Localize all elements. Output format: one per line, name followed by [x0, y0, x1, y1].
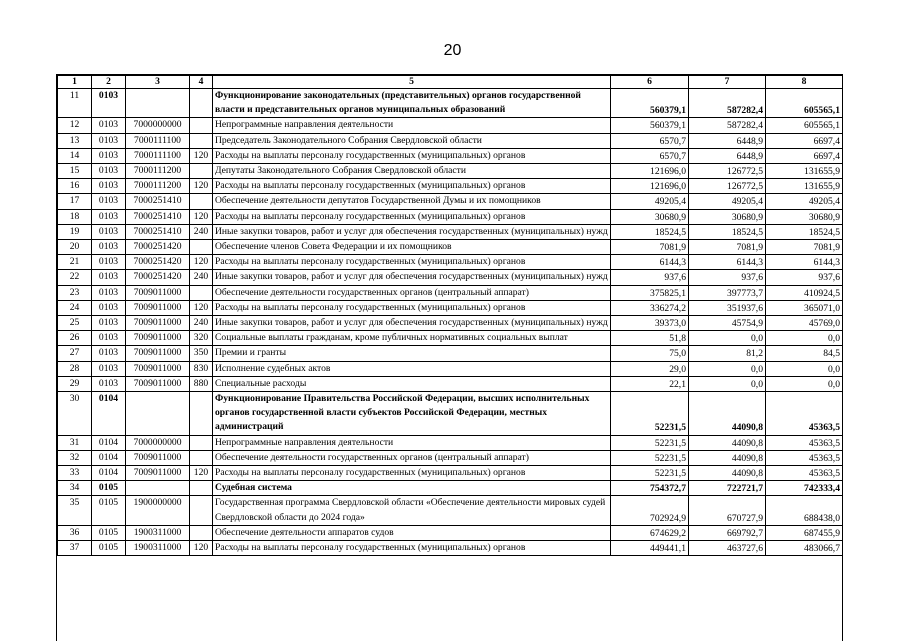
amount-cell-col6: 51,8	[611, 331, 689, 346]
target-article-cell: 7000111100	[126, 133, 190, 148]
amount-cell-col7: 44090,8	[689, 450, 766, 465]
row-number-cell: 31	[58, 435, 92, 450]
table-row	[58, 179, 843, 194]
expense-type-cell: 120	[190, 300, 213, 315]
amount-cell-col6: 75,0	[611, 346, 689, 361]
target-article-cell: 7000251410	[126, 224, 190, 239]
table-row	[58, 525, 843, 540]
amount-cell-col7: 126772,5	[689, 164, 766, 179]
row-number-cell: 20	[58, 240, 92, 255]
item-name-cell: Функционирование Правительства Российской Федерации, высших исполнительных органов государственной власти субъектов Российской Федерации, местных администраций	[213, 392, 611, 436]
amount-cell-col6: 6570,7	[611, 133, 689, 148]
amount-cell-col7: 397773,7	[689, 285, 766, 300]
expense-type-cell	[190, 450, 213, 465]
amount-cell-col8: 45363,5	[766, 450, 843, 465]
amount-cell-col8: 30680,9	[766, 209, 843, 224]
section-code-cell: 0105	[92, 481, 126, 496]
header-cell: 3	[126, 76, 190, 89]
amount-cell-col7: 669792,7	[689, 525, 766, 540]
row-number-cell: 29	[58, 376, 92, 391]
item-name-cell: Функционирование законодательных (представительных) органов государственной власти и представительных органов муниципальных образований	[213, 89, 611, 118]
amount-cell-col7: 6448,9	[689, 133, 766, 148]
section-code-cell: 0105	[92, 541, 126, 556]
amount-cell-col6: 52231,5	[611, 466, 689, 481]
row-number-cell: 25	[58, 316, 92, 331]
amount-cell-col6: 121696,0	[611, 164, 689, 179]
target-article-cell: 7009011000	[126, 361, 190, 376]
amount-cell-col6: 6144,3	[611, 255, 689, 270]
amount-cell-col7: 44090,8	[689, 466, 766, 481]
expense-type-cell	[190, 118, 213, 133]
expense-type-cell: 120	[190, 179, 213, 194]
amount-cell-col8: 84,5	[766, 346, 843, 361]
table-row	[58, 270, 843, 285]
expense-type-cell: 120	[190, 255, 213, 270]
table-row	[58, 541, 843, 556]
section-code-cell: 0103	[92, 209, 126, 224]
section-code-cell: 0104	[92, 392, 126, 436]
amount-cell-col6: 121696,0	[611, 179, 689, 194]
header-cell: 5	[213, 76, 611, 89]
amount-cell-col8: 0,0	[766, 331, 843, 346]
amount-cell-col8: 131655,9	[766, 164, 843, 179]
amount-cell-col6: 937,6	[611, 270, 689, 285]
expense-type-cell: 240	[190, 224, 213, 239]
amount-cell-col7: 7081,9	[689, 240, 766, 255]
section-code-cell: 0103	[92, 300, 126, 315]
target-article-cell: 7000251410	[126, 209, 190, 224]
amount-cell-col7: 670727,9	[689, 496, 766, 525]
budget-table	[57, 75, 843, 556]
expense-type-cell	[190, 392, 213, 436]
target-article-cell: 7000000000	[126, 435, 190, 450]
target-article-cell: 7000000000	[126, 118, 190, 133]
amount-cell-col8: 688438,0	[766, 496, 843, 525]
target-article-cell	[126, 89, 190, 118]
section-code-cell: 0103	[92, 133, 126, 148]
item-name-cell: Иные закупки товаров, работ и услуг для обеспечения государственных (муниципальных) нужд	[213, 270, 611, 285]
amount-cell-col7: 126772,5	[689, 179, 766, 194]
expense-type-cell: 350	[190, 346, 213, 361]
target-article-cell: 7009011000	[126, 466, 190, 481]
expense-type-cell	[190, 285, 213, 300]
table-row	[58, 376, 843, 391]
row-number-cell: 21	[58, 255, 92, 270]
section-code-cell: 0103	[92, 255, 126, 270]
target-article-cell: 7009011000	[126, 300, 190, 315]
item-name-cell: Непрограммные направления деятельности	[213, 118, 611, 133]
amount-cell-col8: 0,0	[766, 376, 843, 391]
amount-cell-col7: 937,6	[689, 270, 766, 285]
table-row	[58, 209, 843, 224]
item-name-cell: Государственная программа Свердловской области «Обеспечение деятельности мировых судей Свердловской области до 2024 года»	[213, 496, 611, 525]
target-article-cell: 1900311000	[126, 541, 190, 556]
amount-cell-col8: 605565,1	[766, 89, 843, 118]
row-number-cell: 13	[58, 133, 92, 148]
amount-cell-col8: 410924,5	[766, 285, 843, 300]
expense-type-cell: 120	[190, 541, 213, 556]
header-cell: 2	[92, 76, 126, 89]
header-cell: 4	[190, 76, 213, 89]
target-article-cell: 1900311000	[126, 525, 190, 540]
row-number-cell: 35	[58, 496, 92, 525]
row-number-cell: 37	[58, 541, 92, 556]
table-row	[58, 450, 843, 465]
row-number-cell: 23	[58, 285, 92, 300]
section-code-cell: 0105	[92, 525, 126, 540]
item-name-cell: Социальные выплаты гражданам, кроме публичных нормативных социальных выплат	[213, 331, 611, 346]
amount-cell-col8: 49205,4	[766, 194, 843, 209]
target-article-cell: 7009011000	[126, 285, 190, 300]
amount-cell-col8: 45363,5	[766, 392, 843, 436]
table-row	[58, 255, 843, 270]
target-article-cell	[126, 392, 190, 436]
amount-cell-col6: 29,0	[611, 361, 689, 376]
amount-cell-col8: 605565,1	[766, 118, 843, 133]
expense-type-cell: 240	[190, 270, 213, 285]
amount-cell-col7: 6144,3	[689, 255, 766, 270]
item-name-cell: Непрограммные направления деятельности	[213, 435, 611, 450]
item-name-cell: Иные закупки товаров, работ и услуг для обеспечения государственных (муниципальных) нужд	[213, 316, 611, 331]
header-cell: 1	[58, 76, 92, 89]
amount-cell-col7: 49205,4	[689, 194, 766, 209]
amount-cell-col7: 0,0	[689, 331, 766, 346]
target-article-cell: 7009011000	[126, 376, 190, 391]
target-article-cell: 7000251420	[126, 255, 190, 270]
row-number-cell: 19	[58, 224, 92, 239]
amount-cell-col6: 6570,7	[611, 148, 689, 163]
amount-cell-col6: 30680,9	[611, 209, 689, 224]
amount-cell-col6: 449441,1	[611, 541, 689, 556]
section-code-cell: 0104	[92, 466, 126, 481]
amount-cell-col6: 39373,0	[611, 316, 689, 331]
expense-type-cell	[190, 240, 213, 255]
target-article-cell: 7000111100	[126, 148, 190, 163]
amount-cell-col8: 7081,9	[766, 240, 843, 255]
amount-cell-col6: 49205,4	[611, 194, 689, 209]
section-code-cell: 0103	[92, 240, 126, 255]
amount-cell-col7: 463727,6	[689, 541, 766, 556]
row-number-cell: 15	[58, 164, 92, 179]
table-row	[58, 300, 843, 315]
amount-cell-col8: 937,6	[766, 270, 843, 285]
expense-type-cell	[190, 89, 213, 118]
expense-type-cell	[190, 164, 213, 179]
amount-cell-col6: 7081,9	[611, 240, 689, 255]
item-name-cell: Обеспечение деятельности аппаратов судов	[213, 525, 611, 540]
amount-cell-col8: 45363,5	[766, 466, 843, 481]
amount-cell-col6: 754372,7	[611, 481, 689, 496]
target-article-cell: 7000111200	[126, 179, 190, 194]
item-name-cell: Обеспечение деятельности депутатов Государственной Думы и их помощников	[213, 194, 611, 209]
header-cell: 7	[689, 76, 766, 89]
table-row	[58, 481, 843, 496]
section-code-cell: 0103	[92, 224, 126, 239]
section-code-cell: 0103	[92, 164, 126, 179]
row-number-cell: 26	[58, 331, 92, 346]
row-number-cell: 16	[58, 179, 92, 194]
item-name-cell: Расходы на выплаты персоналу государственных (муниципальных) органов	[213, 466, 611, 481]
table-row	[58, 331, 843, 346]
target-article-cell: 7000251410	[126, 194, 190, 209]
amount-cell-col8: 687455,9	[766, 525, 843, 540]
section-code-cell: 0103	[92, 118, 126, 133]
table-row	[58, 285, 843, 300]
section-code-cell: 0103	[92, 285, 126, 300]
amount-cell-col7: 81,2	[689, 346, 766, 361]
expense-type-cell	[190, 194, 213, 209]
section-code-cell: 0103	[92, 376, 126, 391]
page-number: 20	[443, 42, 462, 59]
amount-cell-col8: 45363,5	[766, 435, 843, 450]
item-name-cell: Расходы на выплаты персоналу государственных (муниципальных) органов	[213, 300, 611, 315]
amount-cell-col6: 52231,5	[611, 450, 689, 465]
table-row	[58, 164, 843, 179]
row-number-cell: 17	[58, 194, 92, 209]
amount-cell-col6: 52231,5	[611, 435, 689, 450]
item-name-cell: Расходы на выплаты персоналу государственных (муниципальных) органов	[213, 209, 611, 224]
item-name-cell: Специальные расходы	[213, 376, 611, 391]
item-name-cell: Расходы на выплаты персоналу государственных (муниципальных) органов	[213, 255, 611, 270]
amount-cell-col7: 0,0	[689, 376, 766, 391]
target-article-cell: 7009011000	[126, 346, 190, 361]
table-row	[58, 133, 843, 148]
amount-cell-col7: 722721,7	[689, 481, 766, 496]
header-row	[58, 76, 843, 89]
amount-cell-col8: 483066,7	[766, 541, 843, 556]
amount-cell-col6: 674629,2	[611, 525, 689, 540]
amount-cell-col8: 742333,4	[766, 481, 843, 496]
target-article-cell	[126, 481, 190, 496]
target-article-cell: 7000251420	[126, 240, 190, 255]
table-row	[58, 118, 843, 133]
table-row	[58, 240, 843, 255]
target-article-cell: 7009011000	[126, 331, 190, 346]
amount-cell-col8: 0,0	[766, 361, 843, 376]
table-row	[58, 361, 843, 376]
amount-cell-col7: 0,0	[689, 361, 766, 376]
item-name-cell: Исполнение судебных актов	[213, 361, 611, 376]
row-number-cell: 32	[58, 450, 92, 465]
amount-cell-col6: 52231,5	[611, 392, 689, 436]
row-number-cell: 34	[58, 481, 92, 496]
row-number-cell: 11	[58, 89, 92, 118]
target-article-cell: 7009011000	[126, 450, 190, 465]
item-name-cell: Депутаты Законодательного Собрания Свердловской области	[213, 164, 611, 179]
expense-type-cell	[190, 133, 213, 148]
target-article-cell: 7000111200	[126, 164, 190, 179]
expense-type-cell	[190, 435, 213, 450]
expense-type-cell: 320	[190, 331, 213, 346]
table-row	[58, 148, 843, 163]
row-number-cell: 24	[58, 300, 92, 315]
expense-type-cell	[190, 496, 213, 525]
amount-cell-col7: 587282,4	[689, 89, 766, 118]
row-number-cell: 36	[58, 525, 92, 540]
table-row	[58, 466, 843, 481]
expense-type-cell: 120	[190, 148, 213, 163]
section-code-cell: 0103	[92, 346, 126, 361]
row-number-cell: 28	[58, 361, 92, 376]
row-number-cell: 30	[58, 392, 92, 436]
item-name-cell: Председатель Законодательного Собрания Свердловской области	[213, 133, 611, 148]
amount-cell-col7: 30680,9	[689, 209, 766, 224]
expense-type-cell: 120	[190, 466, 213, 481]
table-row	[58, 435, 843, 450]
section-code-cell: 0104	[92, 435, 126, 450]
item-name-cell: Расходы на выплаты персоналу государственных (муниципальных) органов	[213, 541, 611, 556]
expense-type-cell	[190, 525, 213, 540]
header-cell: 8	[766, 76, 843, 89]
section-code-cell: 0103	[92, 194, 126, 209]
amount-cell-col7: 44090,8	[689, 435, 766, 450]
amount-cell-col8: 6144,3	[766, 255, 843, 270]
amount-cell-col7: 587282,4	[689, 118, 766, 133]
table-row	[58, 194, 843, 209]
target-article-cell: 7009011000	[126, 316, 190, 331]
amount-cell-col6: 22,1	[611, 376, 689, 391]
expense-type-cell: 880	[190, 376, 213, 391]
row-number-cell: 18	[58, 209, 92, 224]
item-name-cell: Расходы на выплаты персоналу государственных (муниципальных) органов	[213, 148, 611, 163]
item-name-cell: Обеспечение членов Совета Федерации и их помощников	[213, 240, 611, 255]
expense-type-cell: 120	[190, 209, 213, 224]
amount-cell-col8: 6697,4	[766, 133, 843, 148]
table-row	[58, 224, 843, 239]
amount-cell-col6: 560379,1	[611, 89, 689, 118]
row-number-cell: 22	[58, 270, 92, 285]
target-article-cell: 1900000000	[126, 496, 190, 525]
row-number-cell: 33	[58, 466, 92, 481]
table-row	[58, 496, 843, 525]
section-code-cell: 0103	[92, 148, 126, 163]
amount-cell-col7: 44090,8	[689, 392, 766, 436]
amount-cell-col6: 375825,1	[611, 285, 689, 300]
item-name-cell: Премии и гранты	[213, 346, 611, 361]
amount-cell-col7: 6448,9	[689, 148, 766, 163]
table-row	[58, 392, 843, 436]
item-name-cell: Обеспечение деятельности государственных органов (центральный аппарат)	[213, 450, 611, 465]
section-code-cell: 0103	[92, 179, 126, 194]
section-code-cell: 0103	[92, 89, 126, 118]
amount-cell-col7: 18524,5	[689, 224, 766, 239]
item-name-cell: Обеспечение деятельности государственных органов (центральный аппарат)	[213, 285, 611, 300]
section-code-cell: 0105	[92, 496, 126, 525]
row-number-cell: 14	[58, 148, 92, 163]
amount-cell-col8: 131655,9	[766, 179, 843, 194]
section-code-cell: 0103	[92, 361, 126, 376]
amount-cell-col7: 351937,6	[689, 300, 766, 315]
amount-cell-col8: 6697,4	[766, 148, 843, 163]
item-name-cell: Расходы на выплаты персоналу государственных (муниципальных) органов	[213, 179, 611, 194]
amount-cell-col8: 365071,0	[766, 300, 843, 315]
amount-cell-col6: 18524,5	[611, 224, 689, 239]
header-cell: 6	[611, 76, 689, 89]
amount-cell-col7: 45754,9	[689, 316, 766, 331]
item-name-cell: Судебная система	[213, 481, 611, 496]
row-number-cell: 27	[58, 346, 92, 361]
table-row	[58, 316, 843, 331]
amount-cell-col6: 702924,9	[611, 496, 689, 525]
table-row	[58, 346, 843, 361]
table-row	[58, 89, 843, 118]
section-code-cell: 0103	[92, 316, 126, 331]
expense-type-cell: 240	[190, 316, 213, 331]
row-number-cell: 12	[58, 118, 92, 133]
item-name-cell: Иные закупки товаров, работ и услуг для обеспечения государственных (муниципальных) нужд	[213, 224, 611, 239]
target-article-cell: 7000251420	[126, 270, 190, 285]
budget-table-frame	[56, 74, 843, 641]
amount-cell-col6: 336274,2	[611, 300, 689, 315]
section-code-cell: 0103	[92, 331, 126, 346]
section-code-cell: 0104	[92, 450, 126, 465]
amount-cell-col6: 560379,1	[611, 118, 689, 133]
expense-type-cell	[190, 481, 213, 496]
section-code-cell: 0103	[92, 270, 126, 285]
amount-cell-col8: 45769,0	[766, 316, 843, 331]
amount-cell-col8: 18524,5	[766, 224, 843, 239]
expense-type-cell: 830	[190, 361, 213, 376]
